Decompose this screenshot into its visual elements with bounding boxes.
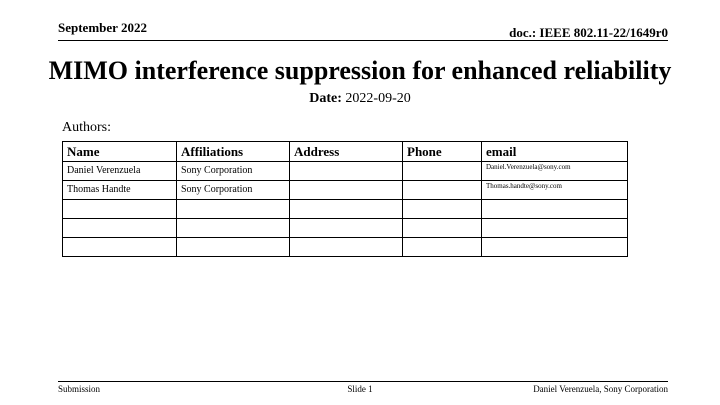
author-name [63, 200, 177, 219]
date-label: Date: [309, 91, 342, 106]
author-affiliation [177, 238, 290, 257]
author-name [63, 238, 177, 257]
author-address [290, 238, 403, 257]
authors-table [62, 141, 628, 257]
column-header-phone: Phone [403, 142, 482, 162]
header-date: September 2022 [58, 20, 147, 35]
authors-label: Authors: [62, 120, 111, 135]
header-divider [58, 40, 668, 41]
date-value: 2022-09-20 [341, 91, 411, 106]
header-doc-id: doc.: IEEE 802.11-22/1649r0 [509, 25, 668, 40]
footer-submission: Submission [58, 384, 101, 394]
table-row [63, 162, 628, 181]
author-address [290, 200, 403, 219]
author-phone [403, 200, 482, 219]
column-header-affiliations: Affiliations [177, 142, 290, 162]
author-email [482, 200, 628, 219]
table-header-row [63, 142, 628, 162]
author-email [482, 238, 628, 257]
footer-divider [58, 381, 668, 382]
table-row [63, 200, 628, 219]
author-name [63, 219, 177, 238]
author-email [482, 219, 628, 238]
author-affiliation: Sony Corporation [177, 181, 290, 200]
author-name: Thomas Handte [63, 181, 177, 200]
slide-title: MIMO interference suppression for enhanced reliability [48, 56, 672, 85]
author-name: Daniel Verenzuela [63, 162, 177, 181]
footer-author: Daniel Verenzuela, Sony Corporation [533, 384, 668, 394]
author-phone [403, 162, 482, 181]
column-header-email: email [482, 142, 628, 162]
author-affiliation: Sony Corporation [177, 162, 290, 181]
author-phone [403, 219, 482, 238]
table-row [63, 219, 628, 238]
author-affiliation [177, 219, 290, 238]
footer-slide-number: Slide 1 [347, 384, 373, 394]
table-row [63, 181, 628, 200]
author-affiliation [177, 200, 290, 219]
author-address [290, 162, 403, 181]
author-email: Daniel.Verenzuela@sony.com [482, 162, 628, 181]
author-phone [403, 181, 482, 200]
author-phone [403, 238, 482, 257]
date-line [0, 91, 720, 107]
author-email: Thomas.handte@sony.com [482, 181, 628, 200]
author-address [290, 219, 403, 238]
author-address [290, 181, 403, 200]
column-header-address: Address [290, 142, 403, 162]
table-row [63, 238, 628, 257]
column-header-name: Name [63, 142, 177, 162]
